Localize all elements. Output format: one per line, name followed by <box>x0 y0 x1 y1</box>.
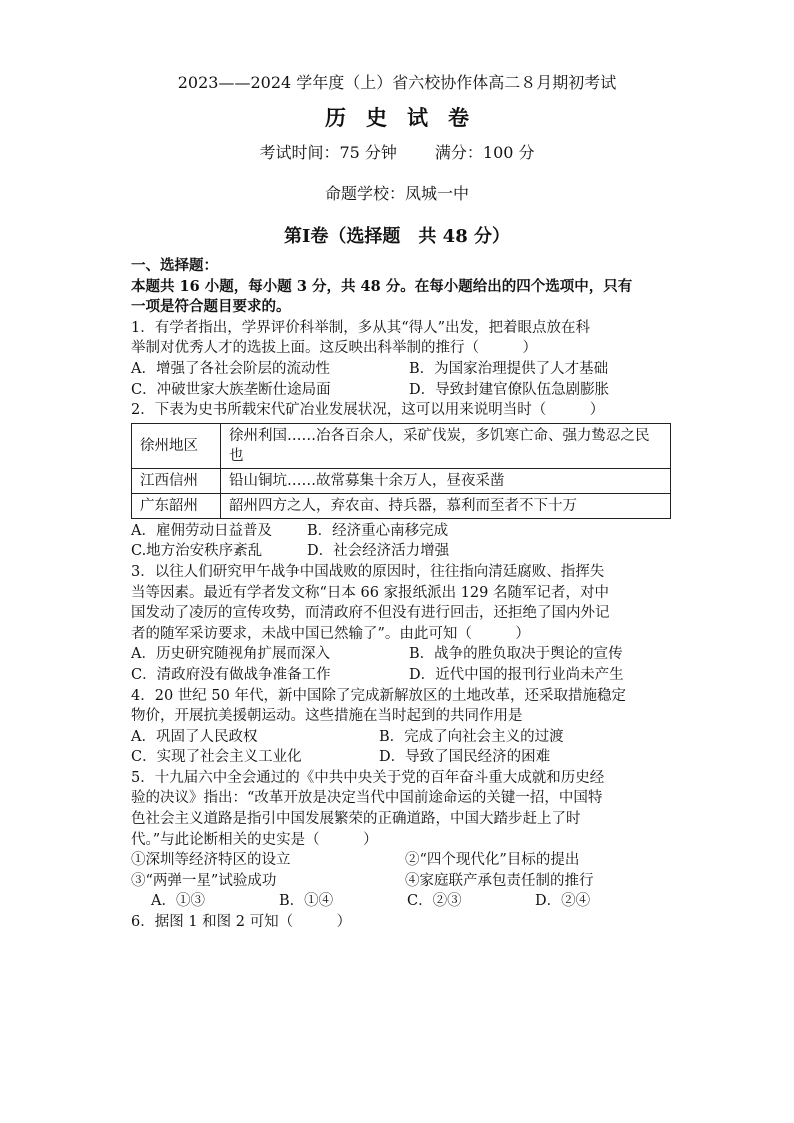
section-instructions: 本题共 16 小题，每小题 3 分，共 48 分。在每小题给出的四个选项中，只有 <box>131 277 633 295</box>
option-d: D．②④ <box>535 893 591 910</box>
table-row <box>132 423 671 468</box>
table-cell-text: 铅山铜坑……故常募集十余万人，昼夜采凿 <box>221 468 671 493</box>
question-5-items <box>131 871 671 892</box>
section-heading: 一、选择题： <box>131 257 218 274</box>
item-3: ③“两弹一星”试验成功 <box>131 872 277 889</box>
table-cell-region: 广东韶州 <box>132 493 221 518</box>
question-1-options <box>131 380 671 401</box>
table-row <box>132 493 671 518</box>
setting-school: 命题学校：凤城一中 <box>324 184 469 203</box>
part-heading: 第Ⅰ卷（选择题 共 48 分） <box>283 226 510 247</box>
option-c: C．冲破世家大族垄断仕途局面 <box>131 381 331 398</box>
question-2-options <box>131 541 671 562</box>
question-3-options <box>131 644 671 665</box>
question-5-stem: 色社会主义道路是指引中国发展繁荣的正确道路，中国大踏步赶上了时 <box>131 811 581 828</box>
question-5-stem: 5．十九届六中全会通过的《中共中央关于党的百年奋斗重大成就和历史经 <box>131 769 605 786</box>
question-3-stem: 国发动了凌厉的宣传攻势，而清政府不但没有进行回击，还拒绝了国内外记 <box>131 605 610 622</box>
option-d: D．导致了国民经济的困难 <box>379 749 551 766</box>
item-2: ②“四个现代化”目标的提出 <box>405 852 580 869</box>
question-3-stem: 当等因素。最近有学者发文称“日本 66 家报纸派出 129 名随军记者，对中 <box>131 584 609 601</box>
table-cell-region: 徐州地区 <box>132 423 221 468</box>
option-b: B．经济重心南移完成 <box>307 522 449 539</box>
question-5-stem: 验的决议》指出：“改革开放是决定当代中国前途命运的关键一招，中国特 <box>131 790 603 807</box>
option-a: A．雇佣劳动日益普及 <box>131 522 272 539</box>
question-4-stem: 4．20 世纪 50 年代，新中国除了完成新解放区的土地改革，还采取措施稳定 <box>131 687 626 704</box>
item-1: ①深圳等经济特区的设立 <box>131 852 291 869</box>
exam-body <box>131 256 671 933</box>
question-1-options <box>131 359 671 380</box>
question-3-stem: 者的随军采访要求，未战中国已然输了”。由此可知（ ） <box>131 625 530 642</box>
question-1-stem: 1．有学者指出，学界评价科举制，多从其“得人”出发，把着眼点放在科 <box>131 319 591 336</box>
option-a: A．历史研究随视角扩展而深入 <box>131 646 330 663</box>
title-char: 试 <box>407 105 428 130</box>
source-table <box>131 423 671 519</box>
question-3-stem: 3．以往人们研究甲午战争中国战败的原因时，往往指向清廷腐败、指挥失 <box>131 563 605 580</box>
option-a: A．巩固了人民政权 <box>131 728 258 745</box>
question-4-options <box>131 727 671 748</box>
option-c: C．实现了社会主义工业化 <box>131 749 302 766</box>
section-instructions: 一项是符合题目要求的。 <box>131 298 291 316</box>
question-5-stem: 代。”与此论断相关的史实是（ ） <box>131 831 378 848</box>
option-c: C．清政府没有做战争准备工作 <box>131 666 331 683</box>
question-5-options <box>131 891 671 912</box>
paper-title <box>0 102 794 132</box>
option-c: C．②③ <box>407 893 462 910</box>
option-c: C.地方治安秩序紊乱 <box>131 543 263 560</box>
option-b: B．完成了向社会主义的过渡 <box>379 728 564 745</box>
exam-score: 满分：100 分 <box>434 143 535 162</box>
question-2-options <box>131 521 671 542</box>
question-4-options <box>131 747 671 768</box>
title-char: 卷 <box>448 105 469 130</box>
question-3-options <box>131 665 671 686</box>
question-4-stem: 物价，开展抗美援朝运动。这些措施在当时起到的共同作用是 <box>131 708 523 725</box>
table-cell-region: 江西信州 <box>132 468 221 493</box>
title-char: 历 <box>325 105 346 130</box>
option-b: B．为国家治理提供了人才基础 <box>409 360 609 377</box>
question-6-stem: 6．据图 1 和图 2 可知（ ） <box>131 914 352 931</box>
table-cell-text: 韶州四方之人，弃农亩、持兵器，慕利而至者不下十万 <box>221 493 671 518</box>
question-2-stem: 2．下表为史书所载宋代矿冶业发展状况，这可以用来说明当时（ ） <box>131 402 605 419</box>
option-d: D．近代中国的报刊行业尚未产生 <box>409 666 624 683</box>
item-4: ④家庭联产承包责任制的推行 <box>405 872 594 889</box>
option-b: B．①④ <box>279 893 334 910</box>
table-row <box>132 468 671 493</box>
option-a: A．①③ <box>151 893 205 910</box>
question-1-stem: 举制对优秀人才的选拔上面。这反映出科举制的推行（ ） <box>131 340 537 357</box>
question-5-items <box>131 850 671 871</box>
table-cell-text: 徐州利国……冶各百余人，采矿伐炭，多饥寒亡命、强力鸷忍之民也 <box>221 423 671 468</box>
option-d: D．导致封建官僚队伍急剧膨胀 <box>409 381 610 398</box>
title-char: 史 <box>366 105 387 130</box>
exam-meta <box>0 140 794 163</box>
exam-time: 考试时间：75 分钟 <box>259 143 397 162</box>
option-d: D．社会经济活力增强 <box>307 543 450 560</box>
option-b: B．战争的胜负取决于舆论的宣传 <box>409 646 623 663</box>
option-a: A．增强了各社会阶层的流动性 <box>131 360 330 377</box>
exam-header-line: 2023——2024 学年度（上）省六校协作体高二８月期初考试 <box>177 73 617 92</box>
